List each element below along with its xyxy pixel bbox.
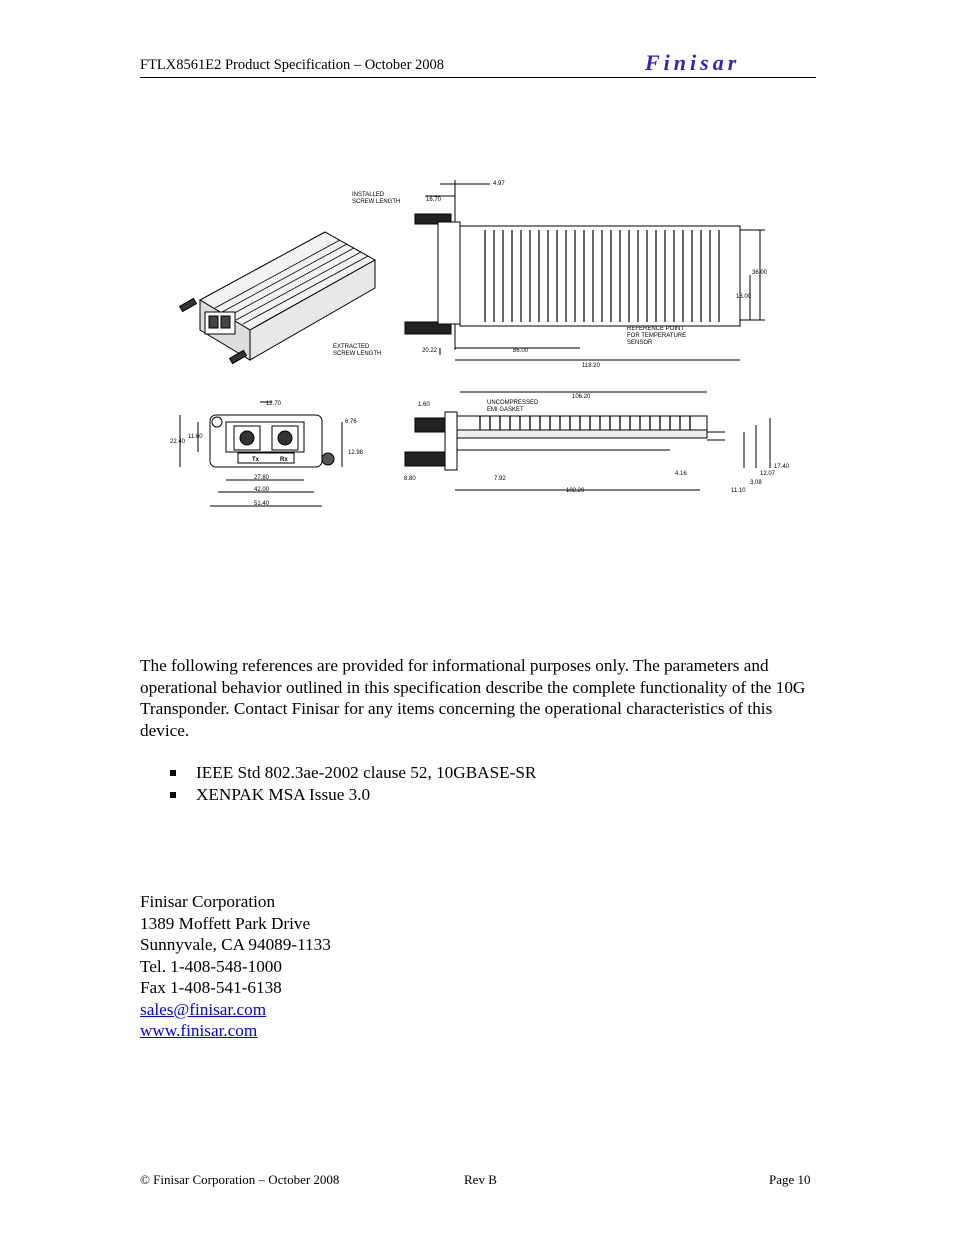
bullet-icon xyxy=(170,792,176,798)
dim-label: 6.76 xyxy=(345,419,357,425)
company-name: Finisar Corporation xyxy=(140,892,276,911)
document-title: FTLX8561E2 Product Specification – October 2008 xyxy=(140,57,445,73)
dim-label: 11.10 xyxy=(731,488,746,494)
city-state-zip: Sunnyvale, CA 94089-1133 xyxy=(140,935,331,954)
dim-label: 4.16 xyxy=(675,471,687,477)
dim-label: 36.00 xyxy=(752,270,768,276)
dim-label: 42.00 xyxy=(254,487,270,493)
email-link[interactable]: sales@finisar.com xyxy=(140,999,267,1019)
footer-page-number: Page 10 xyxy=(769,1172,811,1187)
dim-label: 1.60 xyxy=(418,402,430,408)
list-item xyxy=(168,762,536,784)
list-item xyxy=(168,784,536,806)
dim-label: 8.80 xyxy=(404,476,416,482)
dim-label: 11.60 xyxy=(188,434,203,440)
dim-label: 12.07 xyxy=(760,471,776,477)
bullet-icon xyxy=(170,770,176,776)
reference-list xyxy=(168,762,536,806)
footer-copyright: © Finisar Corporation – October 2008 xyxy=(140,1172,340,1187)
finisar-logo: Finisar xyxy=(645,50,741,75)
dim-label: 12.98 xyxy=(348,450,364,456)
fax: Fax 1-408-541-6138 xyxy=(140,978,282,997)
tx-label: Tx xyxy=(252,457,260,463)
dim-label: 20.22 xyxy=(422,348,438,354)
emi-gasket-label: UNCOMPRESSED EMI GASKET xyxy=(487,400,539,413)
dim-label: 106.20 xyxy=(572,394,591,400)
dim-label: 22.40 xyxy=(170,439,186,445)
dim-label: 51.40 xyxy=(254,501,270,507)
telephone: Tel. 1-408-548-1000 xyxy=(140,956,282,976)
side-view xyxy=(405,392,770,490)
reference-ieee: IEEE Std 802.3ae-2002 clause 52, 10GBASE-SR xyxy=(196,763,537,782)
rx-label: Rx xyxy=(280,457,288,463)
dim-label: 12.70 xyxy=(266,401,282,407)
website-link[interactable]: www.finisar.com xyxy=(140,1021,258,1040)
contact-address xyxy=(140,891,331,1042)
extracted-screw-length-label: EXTRACTED SCREW LENGTH xyxy=(333,344,382,357)
dim-label: 3.08 xyxy=(750,480,762,486)
dim-label: 18.00 xyxy=(736,294,752,300)
dim-label: 102.20 xyxy=(566,488,585,494)
dim-label: 16.70 xyxy=(426,197,442,203)
reference-xenpak: XENPAK MSA Issue 3.0 xyxy=(196,785,371,804)
references-intro-paragraph: The following references are provided for informational purposes only. The parameters and operational behavior outlined in this specification describe the complete functionality of the 10G Transponder. Contact Finisar for any items concerning the operational characteristics of this device. xyxy=(140,656,806,740)
dim-label: 86.00 xyxy=(513,348,529,354)
reference-point-label: REFERENCE POINT FOR TEMPERATURE SENSOR xyxy=(627,326,687,346)
mechanical-drawing xyxy=(160,170,800,515)
dim-label: 118.20 xyxy=(582,363,600,369)
dim-label: 27.80 xyxy=(254,475,270,481)
street-address: 1389 Moffett Park Drive xyxy=(140,913,311,933)
dim-label: 4.97 xyxy=(493,181,505,187)
footer-revision: Rev B xyxy=(464,1172,497,1187)
dim-label: 17.40 xyxy=(774,464,790,470)
top-view xyxy=(405,180,765,360)
installed-screw-length-label: INSTALLED SCREW LENGTH xyxy=(352,192,401,205)
dim-label: 7.92 xyxy=(494,476,506,482)
header-divider xyxy=(140,77,816,78)
